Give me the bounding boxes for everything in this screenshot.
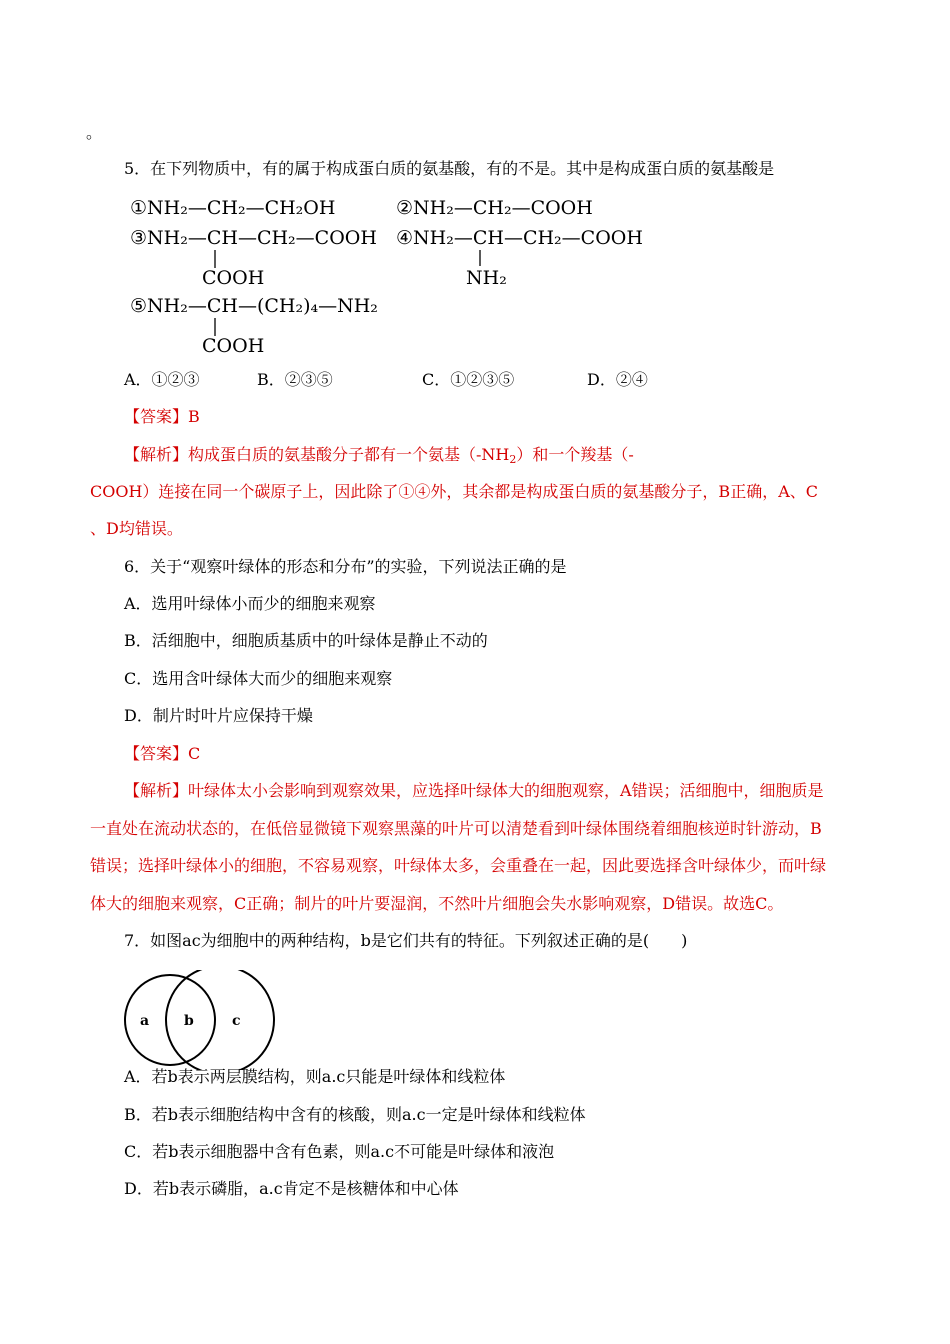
venn-circle-right xyxy=(166,970,274,1070)
formula-5-sub: COOH xyxy=(202,335,265,357)
formula-2: ②NH₂—CH₂—COOH xyxy=(396,197,593,219)
q6-option-c: C．选用含叶绿体大而少的细胞来观察 xyxy=(124,669,393,688)
q6-analysis-line-3: 错误；选择叶绿体小的细胞，不容易观察，叶绿体太多，会重叠在一起，因此要选择含叶绿体少，而叶绿 xyxy=(90,856,827,875)
q6-option-a: A．选用叶绿体小而少的细胞来观察 xyxy=(124,594,376,613)
q5-analysis-line-3: 、D均错误。 xyxy=(90,519,183,538)
venn-label-b: b xyxy=(184,1013,194,1029)
q6-option-b: B．活细胞中，细胞质基质中的叶绿体是静止不动的 xyxy=(124,631,488,650)
q7-stem: 7．如图ac为细胞中的两种结构，b是它们共有的特征。下列叙述正确的是( ) xyxy=(124,931,688,950)
q6-analysis-line-2: 一直处在流动状态的，在低倍显微镜下观察黑藻的叶片可以清楚看到叶绿体围绕着细胞核逆时针游动，B xyxy=(90,819,822,838)
q7-option-b: B．若b表示细胞结构中含有的核酸，则a.c一定是叶绿体和线粒体 xyxy=(124,1105,586,1124)
top-mark: 。 xyxy=(86,123,103,142)
q5-option-c: C．①②③⑤ xyxy=(422,370,515,389)
q6-stem: 6．关于“观察叶绿体的形态和分布”的实验，下列说法正确的是 xyxy=(124,557,567,576)
q5-analysis-sub: 2 xyxy=(509,453,517,466)
q5-option-a: A．①②③ xyxy=(124,370,200,389)
venn-label-a: a xyxy=(140,1013,150,1029)
formula-5: ⑤NH₂—CH—(CH₂)₄—NH₂ xyxy=(130,295,378,317)
formula-4-sub: NH₂ xyxy=(466,267,507,289)
q7-option-d: D．若b表示磷脂，a.c肯定不是核糖体和中心体 xyxy=(124,1179,459,1198)
formula-3-sub: COOH xyxy=(202,267,265,289)
q5-analysis-line-1 xyxy=(124,444,634,471)
q6-answer: 【答案】C xyxy=(124,744,201,763)
q5-formula-figure xyxy=(126,188,646,360)
q5-answer: 【答案】B xyxy=(124,407,200,426)
q5-analysis-1c: ）和一个羧基（- xyxy=(516,445,634,464)
formula-4: ④NH₂—CH—CH₂—COOH xyxy=(396,227,643,249)
q5-option-b: B．②③⑤ xyxy=(257,370,333,389)
venn-circle-left xyxy=(125,975,215,1065)
q5-analysis-1a: 【解析】构成蛋白质的氨基酸分子都有一个氨基（-NH xyxy=(124,445,510,464)
q6-analysis-line-4: 体大的细胞来观察，C正确；制片的叶片要湿润，不然叶片细胞会失水影响观察，D错误。故选C。 xyxy=(90,894,784,913)
q6-option-d: D．制片时叶片应保持干燥 xyxy=(124,706,313,725)
venn-diagram xyxy=(120,970,280,1070)
venn-label-c: c xyxy=(232,1013,241,1029)
q5-option-d: D．②④ xyxy=(587,370,648,389)
q7-option-c: C．若b表示细胞器中含有色素，则a.c不可能是叶绿体和液泡 xyxy=(124,1142,555,1161)
q5-analysis-line-2: COOH）连接在同一个碳原子上，因此除了①④外，其余都是构成蛋白质的氨基酸分子，B正确，A、C xyxy=(90,482,818,501)
q6-analysis-line-1: 【解析】叶绿体太小会影响到观察效果，应选择叶绿体大的细胞观察，A错误；活细胞中，细胞质是 xyxy=(124,781,824,800)
q5-stem: 5．在下列物质中，有的属于构成蛋白质的氨基酸，有的不是。其中是构成蛋白质的氨基酸是 xyxy=(124,159,775,178)
q7-option-a: A．若b表示两层膜结构，则a.c只能是叶绿体和线粒体 xyxy=(124,1067,506,1086)
formula-1: ①NH₂—CH₂—CH₂OH xyxy=(130,197,336,219)
formula-3: ③NH₂—CH—CH₂—COOH xyxy=(130,227,377,249)
